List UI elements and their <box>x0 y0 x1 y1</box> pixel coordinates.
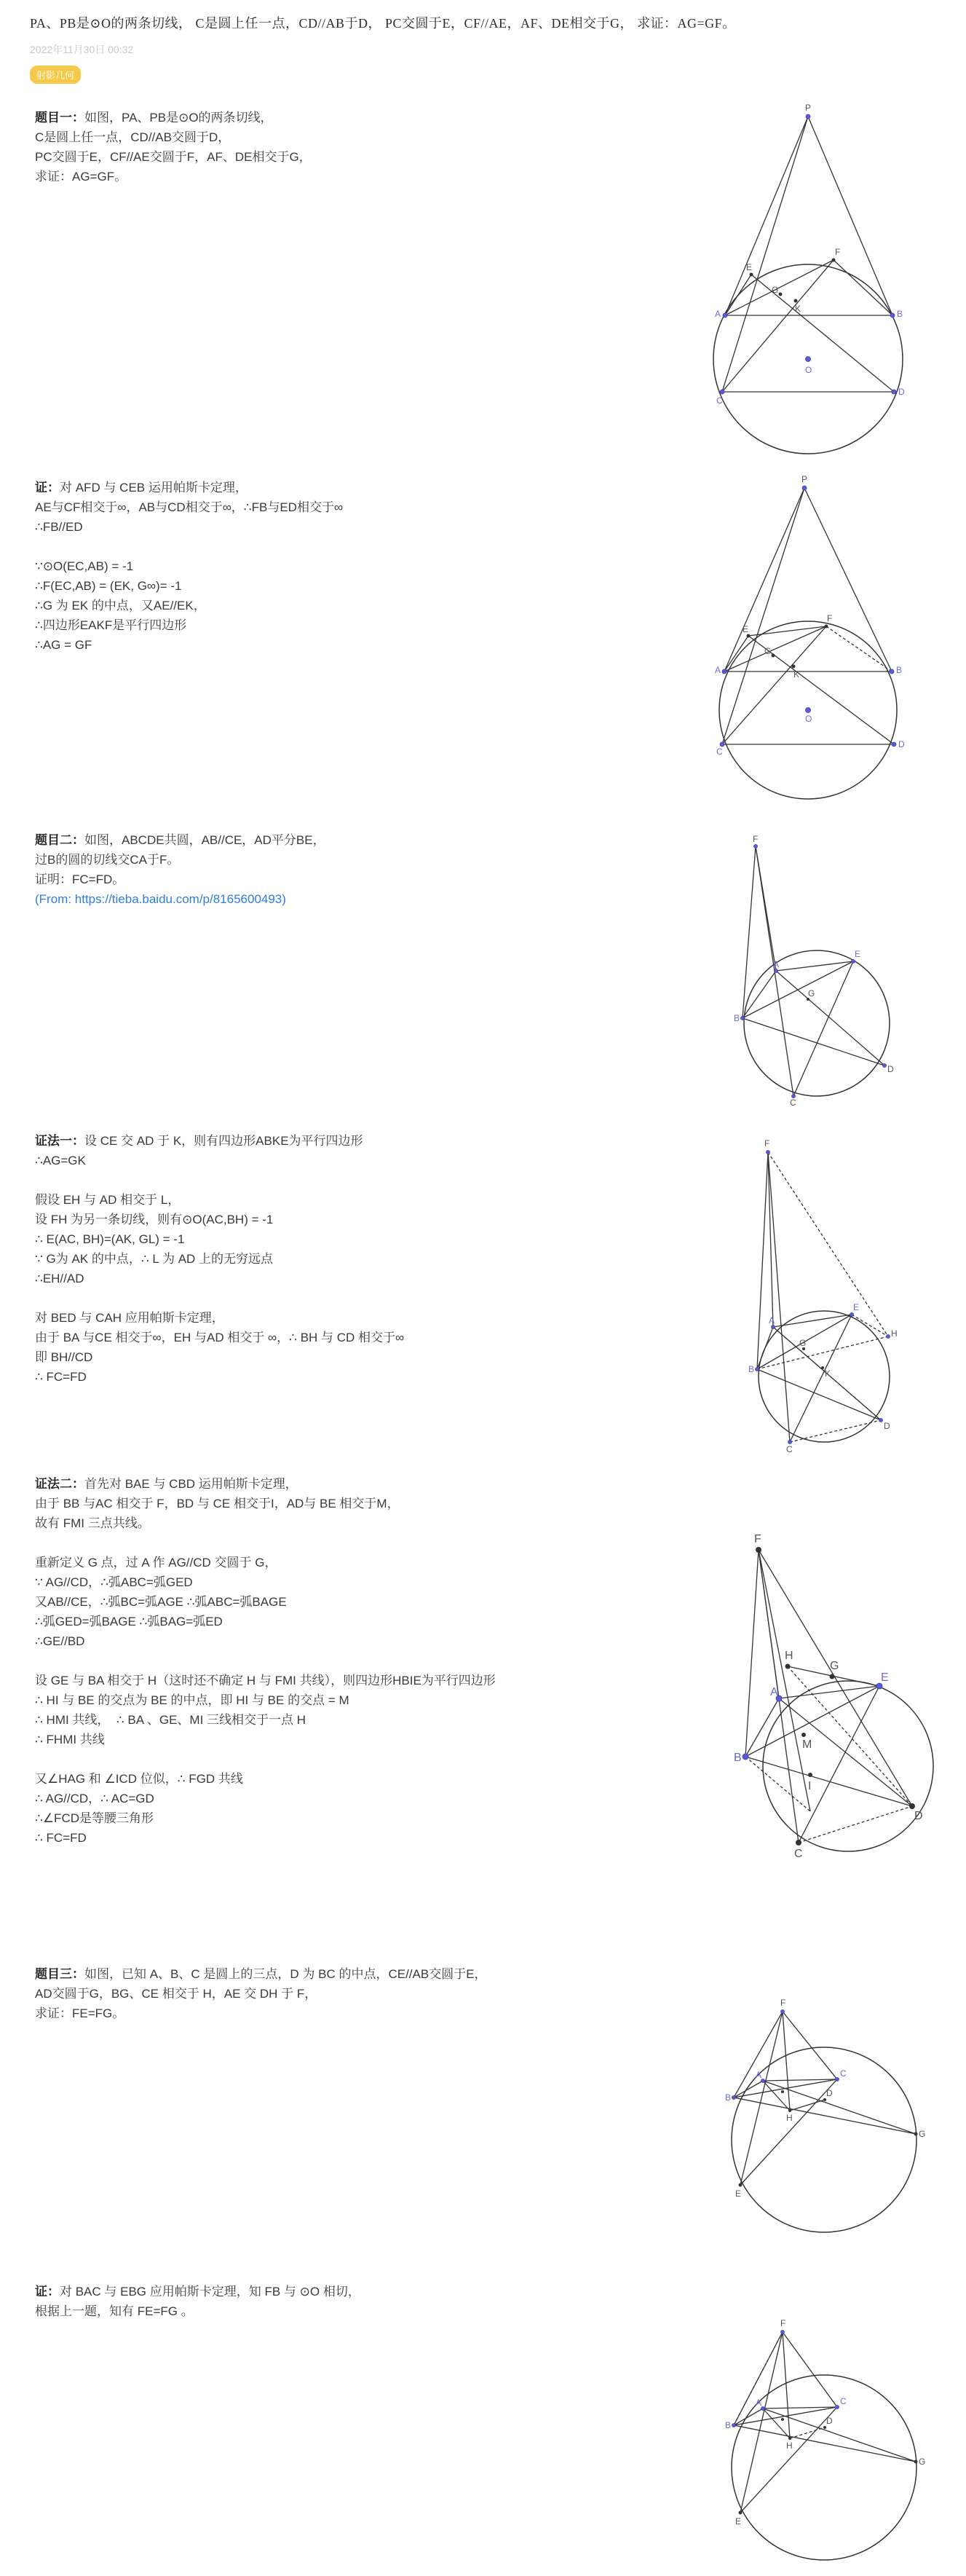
text-line: 重新定义 G 点，过 A 作 AG//CD 交圆于 G， <box>35 1556 277 1569</box>
label: K <box>795 304 801 314</box>
label: C <box>840 2068 847 2079</box>
text-line: ∴G 为 EK 的中点，又AE//EK， <box>35 599 206 613</box>
label: B <box>748 1364 755 1374</box>
figure-proof-three <box>713 2316 932 2571</box>
label: K <box>793 669 800 680</box>
label: B <box>734 1013 740 1023</box>
label: H <box>786 2113 793 2123</box>
label: D <box>884 1421 890 1431</box>
figure-proof-method-one <box>728 1136 917 1457</box>
label: D <box>898 387 905 397</box>
label: O <box>805 365 812 375</box>
text-line: 证明：FC=FD。 <box>35 873 125 886</box>
label: O <box>805 714 812 724</box>
label: G <box>772 285 779 295</box>
text-line: 即 BH//CD <box>35 1350 93 1364</box>
text-line: ∴AG=GK <box>35 1154 86 1167</box>
text-line: 假设 EH 与 AD 相交于 L， <box>35 1193 181 1207</box>
label: E <box>735 2189 742 2199</box>
text-line: ∴ AG//CD，∴ AC=GD <box>35 1792 154 1805</box>
label: C <box>840 2396 847 2406</box>
label: B <box>734 1752 742 1764</box>
problem-two-text <box>35 830 588 909</box>
label: C <box>716 395 723 406</box>
label: F <box>764 1138 770 1149</box>
label: B <box>896 665 903 675</box>
text-line: ∴EH//AD <box>35 1272 84 1285</box>
figure-proof-method-two <box>728 1529 939 1872</box>
page-title: PA、PB是⊙O的两条切线， C是圆上任一点，CD//AB于D， PC交圆于E，CF//AE，AF、DE相交于G， 求证：AG=GF。 <box>30 16 736 31</box>
text-line: 设 FH 为另一条切线，则有⊙O(AC,BH) = -1 <box>35 1213 274 1226</box>
post-date: 2022年11月30日 00:32 <box>30 44 134 55</box>
text-line: ∵ G为 AK 的中点，∴ L 为 AD 上的无穷远点 <box>35 1252 274 1266</box>
label: G <box>799 1338 807 1348</box>
label: F <box>780 2318 786 2328</box>
label: D <box>887 1064 894 1074</box>
label: D <box>826 2416 833 2426</box>
label: F <box>754 1533 761 1545</box>
label: A <box>715 309 721 319</box>
text-line: ∴F(EC,AB) = (EK, G∞)= -1 <box>35 579 182 593</box>
label: A <box>715 665 721 675</box>
label: A <box>769 1315 775 1326</box>
text-line <box>35 1749 588 1769</box>
proof-method-two-text <box>35 1474 588 1848</box>
label: C <box>786 1444 793 1454</box>
text-line: 由于 BB 与AC 相交于 F，BD 与 CE 相交于I，AD与 BE 相交于M， <box>35 1497 400 1510</box>
text-line: 过B的圆的切线交CA于F。 <box>35 853 180 867</box>
text-line: AD交圆于G，BG、CE 相交于 H，AE 交 DH 于 F， <box>35 1987 317 2001</box>
text-line <box>35 1170 588 1190</box>
figure-proof-one <box>699 474 917 801</box>
label: C <box>716 747 723 757</box>
text-line: ∴ HMI 共线， ∴ BA 、GE、MI 三线相交于一点 H <box>35 1713 306 1727</box>
text-line <box>35 1651 588 1671</box>
text-line: AE与CF相交于∞，AB与CD相交于∞，∴FB与ED相交于∞ <box>35 500 344 514</box>
label: E <box>735 2516 742 2526</box>
label: H <box>786 2441 793 2451</box>
label: G <box>764 646 772 656</box>
text-line: 根据上一题，知有 FE=FG 。 <box>35 2304 194 2318</box>
label: B <box>897 309 903 319</box>
text-line: PC交圆于E，CF//AE交圆于F，AF、DE相交于G， <box>35 150 312 164</box>
text-line: ∴GE//BD <box>35 1634 85 1648</box>
text-line: ∴ FC=FD <box>35 1370 87 1384</box>
figure-problem-two <box>728 834 917 1108</box>
text-line: 题目三：如图，已知 A、B、C 是圆上的三点，D 为 BC 的中点，CE//AB交圆于E， <box>35 1967 487 1981</box>
label: F <box>780 1998 786 2008</box>
proof-method-one-text <box>35 1131 588 1387</box>
label: F <box>753 834 759 844</box>
label: P <box>801 474 808 484</box>
text-line: 对 BED 与 CAH 应用帕斯卡定理， <box>35 1311 224 1325</box>
text-line <box>35 1533 588 1553</box>
text-line: 证：对 AFD 与 CEB 运用帕斯卡定理， <box>35 481 248 495</box>
text-line: ∴四边形EAKF是平行四边形 <box>35 618 187 632</box>
label: K <box>825 1368 831 1379</box>
text-line: 求证：AG=GF。 <box>35 170 127 184</box>
problem-three-text <box>35 1964 588 2023</box>
label: D <box>898 739 905 749</box>
label: E <box>881 1671 889 1684</box>
text-line: ∴弧GED=弧BAGE ∴弧BAG=弧ED <box>35 1615 223 1628</box>
text-line: C是圆上任一点，CD//AB交圆于D， <box>35 130 231 144</box>
source-link[interactable]: (From: https://tieba.baidu.com/p/8165600493) <box>35 892 286 906</box>
label: I <box>808 1780 812 1792</box>
text-line: 求证：FE=FG。 <box>35 2006 125 2020</box>
label: E <box>746 262 753 272</box>
text-line: ∵⊙O(EC,AB) = -1 <box>35 559 134 573</box>
label: M <box>802 1738 812 1751</box>
label: A <box>756 2070 762 2080</box>
label: F <box>827 613 833 623</box>
label: F <box>835 247 841 257</box>
label: A <box>773 959 780 969</box>
text-line: ∴ HI 与 BE 的交点为 BE 的中点，即 HI 与 BE 的交点 = M <box>35 1693 349 1707</box>
label: D <box>914 1810 923 1822</box>
text-line <box>35 1288 588 1308</box>
text-line: ∴FB//ED <box>35 520 83 534</box>
proof-one-text <box>35 478 588 655</box>
label: H <box>785 1650 793 1662</box>
text-line: ∴ FC=FD <box>35 1831 87 1845</box>
figure-problem-three <box>713 1996 932 2243</box>
label: H <box>891 1328 898 1339</box>
label: B <box>725 2420 732 2430</box>
label: A <box>770 1686 778 1698</box>
text-line: 题目二：如图，ABCDE共圆，AB//CE，AD平分BE， <box>35 833 325 847</box>
text-line: 设 GE 与 BA 相交于 H（这时还不确定 H 与 FMI 共线），则四边形HBIE为平行四边形 <box>35 1674 496 1687</box>
text-line: 证法二：首先对 BAE 与 CBD 运用帕斯卡定理， <box>35 1477 298 1491</box>
label: C <box>794 1848 803 1860</box>
problem-one-text <box>35 108 588 186</box>
text-line: 证法一：设 CE 交 AD 于 K，则有四边形ABKE为平行四边形 <box>35 1134 363 1148</box>
label: G <box>919 2129 926 2139</box>
figure-problem-one <box>699 103 917 459</box>
text-line: 又∠HAG 和 ∠ICD 位似，∴ FGD 共线 <box>35 1772 243 1786</box>
label: G <box>808 988 815 999</box>
label: D <box>826 2088 833 2098</box>
text-line <box>35 537 588 556</box>
proof-three-text <box>35 2282 588 2321</box>
text-line: 又AB//CE，∴弧BC=弧AGE ∴弧ABC=弧BAGE <box>35 1595 287 1609</box>
label: A <box>756 2398 762 2408</box>
label: G <box>830 1660 839 1672</box>
label: E <box>743 624 749 634</box>
text-line: 故有 FMI 三点共线。 <box>35 1516 150 1530</box>
label: G <box>919 2457 926 2467</box>
text-line: 题目一：如图，PA、PB是⊙O的两条切线， <box>35 111 273 125</box>
category-tag[interactable]: 射影几何 <box>30 66 81 84</box>
label: C <box>790 1098 796 1108</box>
label: E <box>853 1302 860 1312</box>
label: B <box>725 2092 732 2103</box>
text-line: ∴ E(AC, BH)=(AK, GL) = -1 <box>35 1232 185 1246</box>
text-line: ∴∠FCD是等腰三角形 <box>35 1811 154 1825</box>
text-line: ∴ FHMI 共线 <box>35 1733 105 1746</box>
text-line: 证：对 BAC 与 EBG 应用帕斯卡定理，知 FB 与 ⊙O 相切， <box>35 2285 360 2299</box>
text-line: ∴AG = GF <box>35 638 92 652</box>
label: E <box>855 949 861 959</box>
label: P <box>805 103 812 113</box>
text-line: 由于 BA 与CE 相交于∞，EH 与AD 相交于 ∞，∴ BH 与 CD 相交于∞ <box>35 1331 405 1344</box>
text-line: ∵ AG//CD，∴弧ABC=弧GED <box>35 1575 193 1589</box>
